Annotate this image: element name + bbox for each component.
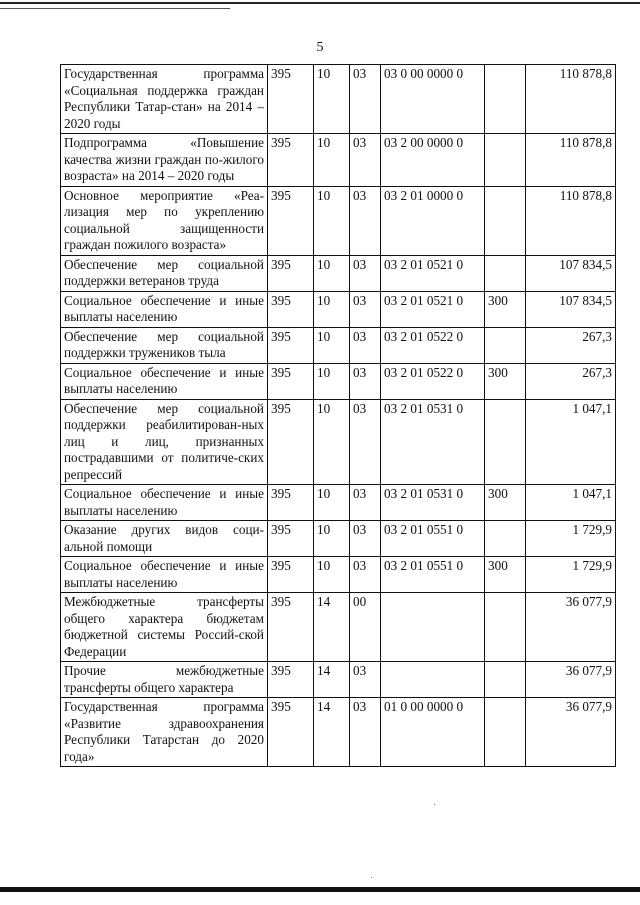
table-row xyxy=(61,662,616,698)
ministry-code-cell: 395 xyxy=(268,662,314,698)
table-row xyxy=(61,186,616,255)
subsection-code-cell: 03 xyxy=(350,186,381,255)
subsection-code-cell: 03 xyxy=(350,255,381,291)
ministry-code-cell: 395 xyxy=(268,485,314,521)
expense-type-cell xyxy=(485,134,526,187)
amount-cell: 36 077,9 xyxy=(526,593,616,662)
ministry-code-cell: 395 xyxy=(268,65,314,134)
subsection-code-cell: 03 xyxy=(350,327,381,363)
target-article-cell: 03 2 01 0000 0 xyxy=(381,186,485,255)
target-article-cell: 03 2 01 0522 0 xyxy=(381,327,485,363)
bottom-border-line xyxy=(0,887,640,892)
amount-cell: 107 834,5 xyxy=(526,255,616,291)
table-row xyxy=(61,363,616,399)
section-code-cell: 10 xyxy=(314,134,350,187)
subsection-code-cell: 03 xyxy=(350,557,381,593)
expense-type-cell: 300 xyxy=(485,557,526,593)
row-name-cell: Социальное обеспечение и иные выплаты населению xyxy=(61,485,268,521)
table-row xyxy=(61,593,616,662)
ministry-code-cell: 395 xyxy=(268,327,314,363)
ministry-code-cell: 395 xyxy=(268,698,314,767)
amount-cell: 267,3 xyxy=(526,327,616,363)
target-article-cell: 03 2 00 0000 0 xyxy=(381,134,485,187)
amount-cell: 110 878,8 xyxy=(526,65,616,134)
subsection-code-cell: 03 xyxy=(350,134,381,187)
subsection-code-cell: 03 xyxy=(350,662,381,698)
subsection-code-cell: 03 xyxy=(350,521,381,557)
amount-cell: 36 077,9 xyxy=(526,662,616,698)
target-article-cell: 03 0 00 0000 0 xyxy=(381,65,485,134)
subsection-code-cell: 03 xyxy=(350,698,381,767)
expense-type-cell xyxy=(485,521,526,557)
expense-type-cell: 300 xyxy=(485,291,526,327)
expense-type-cell xyxy=(485,399,526,485)
amount-cell: 110 878,8 xyxy=(526,186,616,255)
amount-cell: 1 729,9 xyxy=(526,557,616,593)
table-row xyxy=(61,327,616,363)
section-code-cell: 14 xyxy=(314,593,350,662)
target-article-cell xyxy=(381,662,485,698)
expense-type-cell xyxy=(485,593,526,662)
row-name-cell: Государственная программа «Социальная поддержка граждан Республики Татар-стан» на 2014 – 2020 годы xyxy=(61,65,268,134)
amount-cell: 110 878,8 xyxy=(526,134,616,187)
amount-cell: 36 077,9 xyxy=(526,698,616,767)
ministry-code-cell: 395 xyxy=(268,363,314,399)
row-name-cell: Социальное обеспечение и иные выплаты населению xyxy=(61,363,268,399)
target-article-cell xyxy=(381,593,485,662)
scan-speck xyxy=(434,804,435,805)
expense-type-cell xyxy=(485,662,526,698)
section-code-cell: 10 xyxy=(314,291,350,327)
page-number: 5 xyxy=(316,40,324,55)
row-name-cell: Межбюджетные трансферты общего характера бюджетам бюджетной системы Россий-ской Федерации xyxy=(61,593,268,662)
subsection-code-cell: 00 xyxy=(350,593,381,662)
subsection-code-cell: 03 xyxy=(350,485,381,521)
scan-speck xyxy=(371,877,372,878)
expense-type-cell xyxy=(485,186,526,255)
subsection-code-cell: 03 xyxy=(350,363,381,399)
subsection-code-cell: 03 xyxy=(350,399,381,485)
section-code-cell: 14 xyxy=(314,698,350,767)
target-article-cell: 03 2 01 0522 0 xyxy=(381,363,485,399)
row-name-cell: Прочие межбюджетные трансферты общего характера xyxy=(61,662,268,698)
target-article-cell: 03 2 01 0551 0 xyxy=(381,557,485,593)
table-row xyxy=(61,698,616,767)
section-code-cell: 10 xyxy=(314,65,350,134)
amount-cell: 1 729,9 xyxy=(526,521,616,557)
table-row xyxy=(61,399,616,485)
expense-type-cell: 300 xyxy=(485,363,526,399)
target-article-cell: 03 2 01 0521 0 xyxy=(381,291,485,327)
ministry-code-cell: 395 xyxy=(268,557,314,593)
amount-cell: 267,3 xyxy=(526,363,616,399)
section-code-cell: 10 xyxy=(314,255,350,291)
table-row xyxy=(61,521,616,557)
table-row xyxy=(61,134,616,187)
section-code-cell: 10 xyxy=(314,485,350,521)
row-name-cell: Обеспечение мер социальной поддержки реабилитирован-ных лиц и лиц, признанных пострадавшими от политиче-ских репрессий xyxy=(61,399,268,485)
subsection-code-cell: 03 xyxy=(350,291,381,327)
row-name-cell: Социальное обеспечение и иные выплаты населению xyxy=(61,557,268,593)
section-code-cell: 14 xyxy=(314,662,350,698)
row-name-cell: Государственная программа «Развитие здравоохранения Республики Татарстан до 2020 года» xyxy=(61,698,268,767)
ministry-code-cell: 395 xyxy=(268,399,314,485)
table-row xyxy=(61,65,616,134)
target-article-cell: 03 2 01 0531 0 xyxy=(381,485,485,521)
section-code-cell: 10 xyxy=(314,186,350,255)
subsection-code-cell: 03 xyxy=(350,65,381,134)
target-article-cell: 03 2 01 0531 0 xyxy=(381,399,485,485)
amount-cell: 1 047,1 xyxy=(526,485,616,521)
ministry-code-cell: 395 xyxy=(268,593,314,662)
section-code-cell: 10 xyxy=(314,557,350,593)
ministry-code-cell: 395 xyxy=(268,521,314,557)
ministry-code-cell: 395 xyxy=(268,291,314,327)
amount-cell: 107 834,5 xyxy=(526,291,616,327)
target-article-cell: 01 0 00 0000 0 xyxy=(381,698,485,767)
section-code-cell: 10 xyxy=(314,521,350,557)
section-code-cell: 10 xyxy=(314,327,350,363)
ministry-code-cell: 395 xyxy=(268,186,314,255)
expense-type-cell xyxy=(485,698,526,767)
target-article-cell: 03 2 01 0551 0 xyxy=(381,521,485,557)
expense-type-cell: 300 xyxy=(485,485,526,521)
top-border-line xyxy=(0,2,640,4)
row-name-cell: Основное мероприятие «Реа-лизация мер по укреплению социальной защищенности граждан пожилого возраста» xyxy=(61,186,268,255)
ministry-code-cell: 395 xyxy=(268,134,314,187)
table-row xyxy=(61,485,616,521)
row-name-cell: Обеспечение мер социальной поддержки ветеранов труда xyxy=(61,255,268,291)
expense-type-cell xyxy=(485,255,526,291)
amount-cell: 1 047,1 xyxy=(526,399,616,485)
row-name-cell: Социальное обеспечение и иные выплаты населению xyxy=(61,291,268,327)
table-row xyxy=(61,291,616,327)
ministry-code-cell: 395 xyxy=(268,255,314,291)
expense-type-cell xyxy=(485,65,526,134)
budget-table xyxy=(60,64,616,767)
row-name-cell: Обеспечение мер социальной поддержки тружеников тыла xyxy=(61,327,268,363)
expense-type-cell xyxy=(485,327,526,363)
top-thin-line xyxy=(0,8,230,9)
table-row xyxy=(61,557,616,593)
row-name-cell: Оказание других видов соци-альной помощи xyxy=(61,521,268,557)
row-name-cell: Подпрограмма «Повышение качества жизни граждан по-жилого возраста» на 2014 – 2020 годы xyxy=(61,134,268,187)
table-row xyxy=(61,255,616,291)
target-article-cell: 03 2 01 0521 0 xyxy=(381,255,485,291)
section-code-cell: 10 xyxy=(314,363,350,399)
table-body xyxy=(61,65,616,767)
section-code-cell: 10 xyxy=(314,399,350,485)
